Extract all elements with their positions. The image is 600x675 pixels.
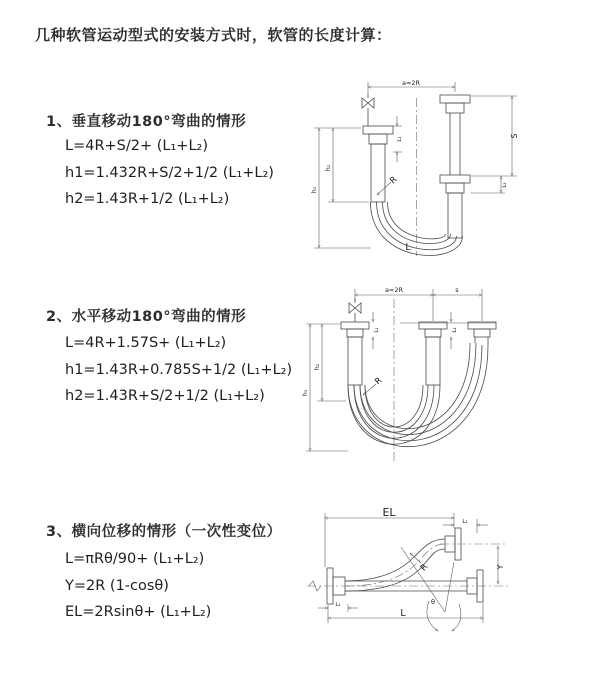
dim-label-y: Y bbox=[496, 564, 505, 570]
dim-label-h2: h₂ bbox=[324, 164, 332, 172]
dim-label-h1: h₁ bbox=[310, 186, 318, 194]
dim-label-l1: L₁ bbox=[397, 136, 403, 142]
radius-callout bbox=[377, 175, 399, 195]
section-1-formulas bbox=[65, 133, 274, 213]
section-3-heading: 3、横向位移的情形（一次性变位） bbox=[46, 524, 282, 540]
valve-icon bbox=[349, 298, 361, 322]
dim-label-el: EL bbox=[382, 506, 396, 519]
left-hose-end bbox=[341, 322, 369, 385]
dimension-a2r bbox=[355, 286, 482, 321]
middle-hose-end bbox=[419, 322, 447, 385]
section-2-formulas bbox=[65, 330, 292, 410]
page-title: 几种软管运动型式的安装方式时，软管的长度计算： bbox=[35, 26, 392, 44]
displaced-hose-end bbox=[468, 322, 496, 337]
diagram-lateral-displacement bbox=[305, 505, 595, 650]
radius-callout bbox=[363, 376, 384, 395]
diagram-horizontal-180-bend bbox=[300, 283, 575, 468]
dimension-l2 bbox=[451, 312, 458, 349]
dim-label-l1: L₁ bbox=[335, 602, 341, 608]
dim-label-l1: L₁ bbox=[374, 327, 380, 333]
hose-s-curve bbox=[345, 539, 445, 591]
length-label: L bbox=[400, 608, 406, 619]
displaced-hose-end bbox=[440, 528, 505, 560]
angle-theta bbox=[401, 547, 461, 631]
dimension-l2 bbox=[471, 176, 508, 193]
dim-label-l2: L₂ bbox=[452, 327, 458, 333]
dimension-l2 bbox=[443, 519, 488, 533]
formula-line: L=4R+S/2+ (L₁+L₂) bbox=[65, 138, 208, 154]
dimension-l1 bbox=[318, 602, 358, 612]
dimension-h2 bbox=[313, 324, 346, 401]
dim-label-l2: L₂ bbox=[502, 182, 508, 188]
dimension-h1 bbox=[310, 128, 371, 248]
dim-label-s: S bbox=[510, 133, 519, 139]
hose-bend-displaced bbox=[348, 337, 488, 447]
dimension-a2r bbox=[368, 79, 455, 94]
diagram-vertical-180-bend bbox=[305, 78, 560, 258]
radius-label: R bbox=[418, 562, 431, 574]
section-1-heading: 1、垂直移动180°弯曲的情形 bbox=[46, 114, 247, 130]
dim-label-a2r: a=2R bbox=[401, 79, 421, 87]
formula-line: Y=2R (1-cosθ) bbox=[65, 577, 169, 594]
dimension-l1 bbox=[393, 116, 403, 162]
formula-line: L=4R+1.57S+ (L₁+L₂) bbox=[65, 335, 227, 351]
formula-line: h1=1.43R+0.785S+1/2 (L₁+L₂) bbox=[65, 361, 293, 378]
formula-line: h2=1.43R+S/2+1/2 (L₁+L₂) bbox=[65, 388, 265, 404]
radius-callout bbox=[410, 553, 430, 573]
dimension-el bbox=[325, 506, 454, 567]
left-hose-end bbox=[363, 126, 393, 202]
formula-line: L=πRθ/90+ (L₁+L₂) bbox=[65, 551, 205, 567]
angle-label: θ bbox=[431, 598, 435, 606]
dim-label-s: s bbox=[455, 286, 459, 294]
formula-line: h2=1.43R+1/2 (L₁+L₂) bbox=[65, 191, 230, 207]
dimension-h2 bbox=[324, 128, 369, 202]
dimension-l1 bbox=[373, 312, 380, 349]
dimension-y bbox=[496, 546, 505, 584]
length-label: L bbox=[405, 242, 411, 253]
valve-icon bbox=[362, 94, 374, 126]
formula-line: h1=1.432R+S/2+1/2 (L₁+L₂) bbox=[65, 164, 274, 181]
dim-label-a2r: a=2R bbox=[384, 286, 404, 294]
dimension-s bbox=[471, 96, 519, 176]
radius-label: R bbox=[388, 174, 400, 187]
right-hose-end bbox=[440, 95, 470, 238]
radius-label: R bbox=[373, 375, 385, 388]
formula-line: EL=2Rsinθ+ (L₁+L₂) bbox=[65, 604, 212, 620]
dim-label-h1: h₁ bbox=[301, 389, 309, 397]
dim-label-h2: h₂ bbox=[313, 363, 321, 371]
dimension-h1 bbox=[301, 324, 348, 451]
section-3-formulas bbox=[65, 546, 211, 626]
section-2-heading: 2、水平移动180°弯曲的情形 bbox=[46, 309, 247, 325]
dim-label-l2: L₂ bbox=[462, 519, 468, 525]
